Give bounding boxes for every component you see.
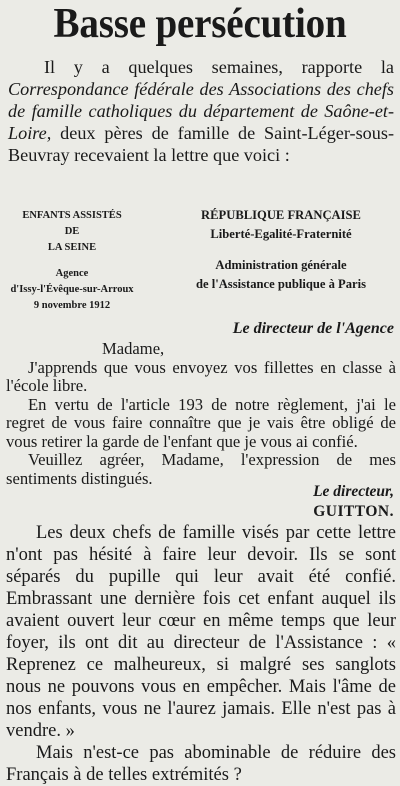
body-paragraph-2: Mais n'est-ce pas abominable de réduire des Français à de telles extrémités ? [6,743,396,785]
letterhead-director-agence: Le directeur de l'Agence [232,320,394,337]
letter-signature-name: GUITTON. [313,503,394,520]
intro-text-after: deux pères de famille de Saint-Léger-sous-Beuvray recevaient la lettre que voici : [8,123,395,165]
letterhead-agence-place: d'Issy-l'Évêque-sur-Arroux [10,284,134,295]
letter-body [6,340,396,488]
letterhead-date: 9 novembre 1912 [33,300,111,311]
body-paragraph-1: Les deux chefs de famille visés par cette lettre n'ont pas hésité à faire leur devoir. Ils se sont séparés du pupille qui leur avait été confié. Embrassant une dernière fois cet enfant auquel ils avaient ouvert leur cœur en même temps que leur foyer, ils ont dit au directeur de l'Assistance : « Reprenez ce malheureux, si malgré ses sanglots nous ne pouvons vous en empêcher. Mais l'âme de nos enfants, vous ne l'aurez jamais. Elle n'est pas à vendre. » [6,523,396,741]
intro-source-italic: Correspondance fédérale des Associations des chefs de famille catholiques du département de Saône-et-Loire, [8,79,394,143]
letterhead-agence: Agence [55,268,89,279]
letter-signature-role: Le directeur, [313,483,394,500]
letterhead-admin-line1: Administration générale [215,258,347,272]
letter-paragraph-2: En vertu de l'article 193 de notre règlement, j'ai le regret de vous faire connaître que je vais être obligé de vous retirer la garde de l'enfant que je vous ai confié. [6,394,396,451]
letter-paragraph-3: Veuillez agréer, Madame, l'expression de mes sentiments distingués. [6,450,396,488]
letterhead-admin-line2: de l'Assistance publique à Paris [195,277,367,291]
letterhead-motto: Liberté-Egalité-Fraternité [210,227,352,241]
letterhead-left-line1: ENFANTS ASSISTÉS [22,210,122,221]
article-body [6,522,396,786]
letterhead-republic: RÉPUBLIQUE FRANÇAISE [201,208,361,222]
letterhead-left-line2: DE [64,226,80,237]
letterhead-left-line3: LA SEINE [47,242,97,253]
letterhead-right [166,206,396,294]
letter-salutation: Madame, [102,339,165,358]
letter-signature [313,482,394,522]
intro-text-before: Il y a quelques semaines, rapporte la [44,57,394,77]
article-title: Basse persécution [53,1,347,47]
intro-paragraph [8,56,394,166]
letter-paragraph-1: J'apprends que vous envoyez vos fillettes en classe à l'école libre. [6,357,396,395]
letterhead-left [4,208,140,314]
